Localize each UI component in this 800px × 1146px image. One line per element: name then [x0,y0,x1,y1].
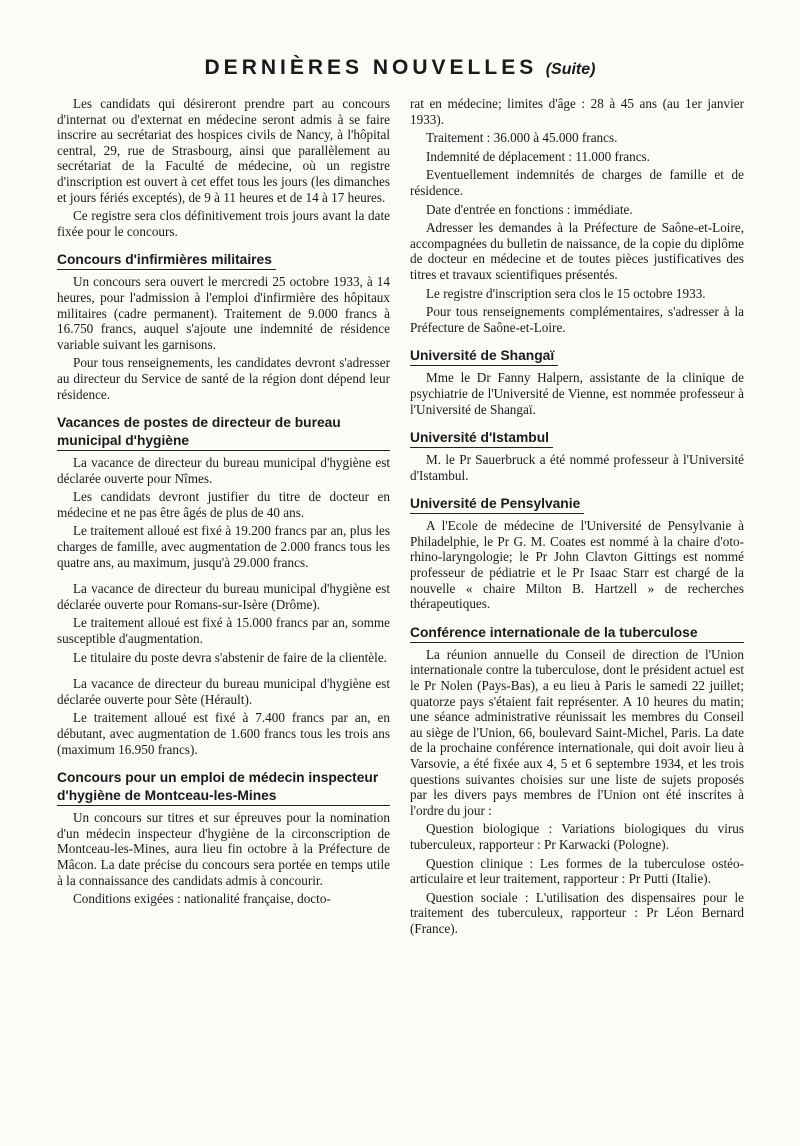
section-title [57,414,390,451]
section-heading-vacances [57,414,390,451]
paragraph: Ce registre sera clos définitivement trois jours avant la date fixée pour le concours. [57,208,390,239]
paragraph: Adresser les demandes à la Préfecture de Saône-et-Loire, accompagnées du bulletin de naissance, de la copie du diplôme de docteur en médecine et de toutes pièces justificatives des titres et travaux scientifiques présentés. [410,220,744,282]
left-column [57,96,390,910]
section-title: Université d'Istambul [410,429,553,448]
paragraph: Pour tous renseignements, les candidates devront s'adresser au directeur du Service de santé de la région dont dépend leur résidence. [57,355,390,402]
paragraph: Pour tous renseignements complémentaires, s'adresser à la Préfecture de Saône-et-Loire. [410,304,744,335]
section-title-line: Vacances de postes de directeur de bureau [57,415,341,431]
paragraph: Le titulaire du poste devra s'abstenir de faire de la clientèle. [73,649,387,665]
paragraph: Eventuellement indemnités de charges de famille et de résidence. [410,167,744,198]
paragraph: La vacance de directeur du bureau municipal d'hygiène est déclarée ouverte pour Romans-sur-Isère (Drôme). [57,581,390,612]
paragraph: Les candidats qui désireront prendre part au concours d'internat ou d'externat en médecine seront admis à se faire inscrire au secrétariat des hospices civils de Nancy, à l'hôpital central, 29, rue de Strasbourg, ainsi que parallèlement au secrétariat de la Faculté de médecine, où un registre d'inscription est ouvert à cet effet tous les jours (les dimanches et jours fériés exceptés), de 9 à 11 heures et de 14 à 17 heures. [57,96,390,205]
page-title: DERNIÈRES NOUVELLES [204,56,538,79]
paragraph: Date d'entrée en fonctions : immédiate. [426,201,633,217]
paragraph: Indemnité de déplacement : 11.000 francs. [426,148,650,164]
section-title-line: municipal d'hygiène [57,433,190,449]
right-column [410,96,744,940]
paragraph: Question biologique : Variations biologiques du virus tuberculeux, rapporteur : Pr Karwacki (Pologne). [410,821,744,852]
paragraph: Un concours sur titres et sur épreuves pour la nomination d'un médecin inspecteur d'hygiène de la circonscription de Montceau-les-Mines, aura lieu fin octobre à la Préfecture de Mâcon. La date précise du concours sera portée en temps utile à la connaissance des candidats admis à concourir. [57,810,390,888]
section-heading-shangai [410,347,744,366]
paragraph: M. le Pr Sauerbruck a été nommé professeur à l'Université d'Istambul. [410,452,744,483]
paragraph: Question clinique : Les formes de la tuberculose ostéo-articulaire et leur traitement, rapporteur : Pr Putti (Italie). [410,855,744,887]
paragraph: Traitement : 36.000 à 45.000 francs. [426,130,618,146]
paragraph: Conditions exigées : nationalité française, docto- [73,891,331,907]
page-title-suffix: (Suite) [545,61,596,78]
paragraph: Un concours sera ouvert le mercredi 25 octobre 1933, à 14 heures, pour l'admission à l'emploi d'infirmière des hôpitaux militaires (cadre permanent). Traitement de 9.000 francs à 16.750 francs, auquel s'ajoute une indemnité de résidence variable suivant les garnisons. [57,274,390,352]
section-title: Concours d'infirmières militaires [57,251,276,270]
paragraph: Le traitement alloué est fixé à 7.400 francs par an, en débutant, avec augmentation de 1.600 francs tous les trois ans (maximum 16.950 francs). [57,710,390,757]
section-title: Université de Shangaï [410,347,558,366]
paragraph: Le traitement alloué est fixé à 19.200 francs par an, plus les charges de famille, avec augmentation de 2.000 francs tous les quatre ans, au maximum, jusqu'à 29.000 francs. [57,523,390,570]
paragraph: Le registre d'inscription sera clos le 15 octobre 1933. [426,285,706,301]
section-heading-istambul [410,429,744,448]
section-heading-pensylvanie [410,495,744,514]
section-title: Université de Pensylvanie [410,495,584,514]
paragraph: Les candidats devront justifier du titre de docteur en médecine et ne pas être âgés de plus de 40 ans. [57,489,390,520]
paragraph: Mme le Dr Fanny Halpern, assistante de la clinique de psychiatrie de l'Université de Vienne, est nommée professeur à l'Université de Shangaï. [410,370,744,417]
section-heading-montceau [57,769,390,806]
paragraph: Question sociale : L'utilisation des dispensaires pour le traitement des tuberculeux, rapporteur : Pr Léon Bernard (France). [410,889,744,936]
section-heading-infirmieres [57,251,390,270]
paragraph: La vacance de directeur du bureau municipal d'hygiène est déclarée ouverte pour Sète (Hérault). [57,676,390,707]
section-title: Conférence internationale de la tuberculose [410,624,744,643]
paragraph: Le traitement alloué est fixé à 15.000 francs par an, somme susceptible d'augmentation. [57,615,390,647]
paragraph: A l'Ecole de médecine de l'Université de Pensylvanie à Philadelphie, le Pr G. M. Coates est nommé à la chaire d'oto-rhino-laryngologie; le Pr John Clavton Gittings est nommé professeur de pédiatrie et le Pr Isaac Starr est chargé de la nouvelle « chaire Milton B. Hartzell » de recherches thérapeutiques. [410,518,744,612]
paragraph: La vacance de directeur du bureau municipal d'hygiène est déclarée ouverte pour Nîmes. [57,455,390,486]
paragraph: rat en médecine; limites d'âge : 28 à 45 ans (au 1er janvier 1933). [410,96,744,127]
section-heading-tuberculose [410,624,744,643]
paragraph: La réunion annuelle du Conseil de direction de l'Union internationale contre la tuberculose, dont le président actuel est le Pr Nolen (Pays-Bas), a eu lieu à Paris le samedi 22 juillet; quatorze pays s'étaient fait représenter. A 10 heures du matin; une séance administrative réunissait les membres du Conseil au siège de l'Union, 66, boulevard Saint-Michel, Paris. La date de la prochaine conférence internationale, qui doit avoir lieu à Varsovie, a été fixée aux 4, 5 et 6 septembre 1934, et les trois questions suivantes choisies sur une liste de sujets proposés par les divers pays membres de l'Union ont été inscrites à l'ordre du jour : [410,646,744,818]
page-header [0,56,800,80]
section-title: Concours pour un emploi de médecin inspecteur d'hygiène de Montceau-les-Mines [57,769,390,806]
